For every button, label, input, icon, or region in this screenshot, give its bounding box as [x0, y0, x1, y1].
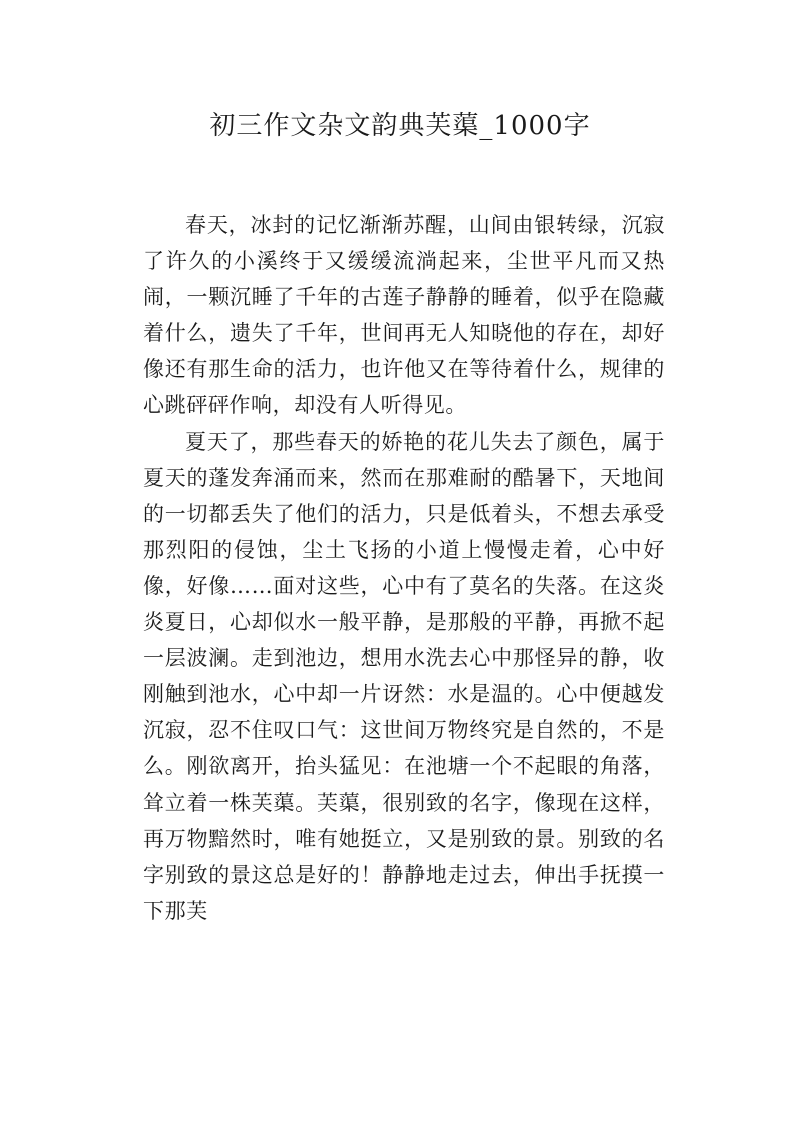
paragraph-spring: 春天，冰封的记忆渐渐苏醒，山间由银转绿，沉寂了许久的小溪终于又缓缓流淌起来，尘世平凡而又热闹，一颗沉睡了千年的古莲子静静的睡着，似乎在隐藏着什么，遗失了千年，世间再无人知晓他的存在，却好像还有那生命的活力，也许他又在等待着什么，规律的心跳砰砰作响，却没有人听得见。 — [143, 213, 665, 418]
document-body — [143, 207, 665, 929]
paragraph-summer: 夏天了，那些春天的娇艳的花儿失去了颜色，属于夏天的蓬发奔涌而来，然而在那难耐的酷暑下，天地间的一切都丢失了他们的活力，只是低着头，不想去承受那烈阳的侵蚀，尘土飞扬的小道上慢慢走着，心中好像，好像……面对这些，心中有了莫名的失落。在这炎炎夏日，心却似水一般平静，是那般的平静，再掀不起一层波澜。走到池边，想用水洗去心中那怪异的静，收刚触到池水，心中却一片讶然：水是温的。心中便越发沉寂，忍不住叹口气：这世间万物终究是自然的，不是么。刚欲离开，抬头猛见：在池塘一个不起眼的角落，耸立着一株芙蕖。芙蕖，很别致的名字，像现在这样，再万物黯然时，唯有她挺立，又是别致的景。别致的名字别致的景这总是好的！静静地走过去，伸出手抚摸一下那芙 — [143, 429, 665, 923]
document-title: 初三作文杂文韵典芙蕖_1000字 — [209, 111, 591, 141]
